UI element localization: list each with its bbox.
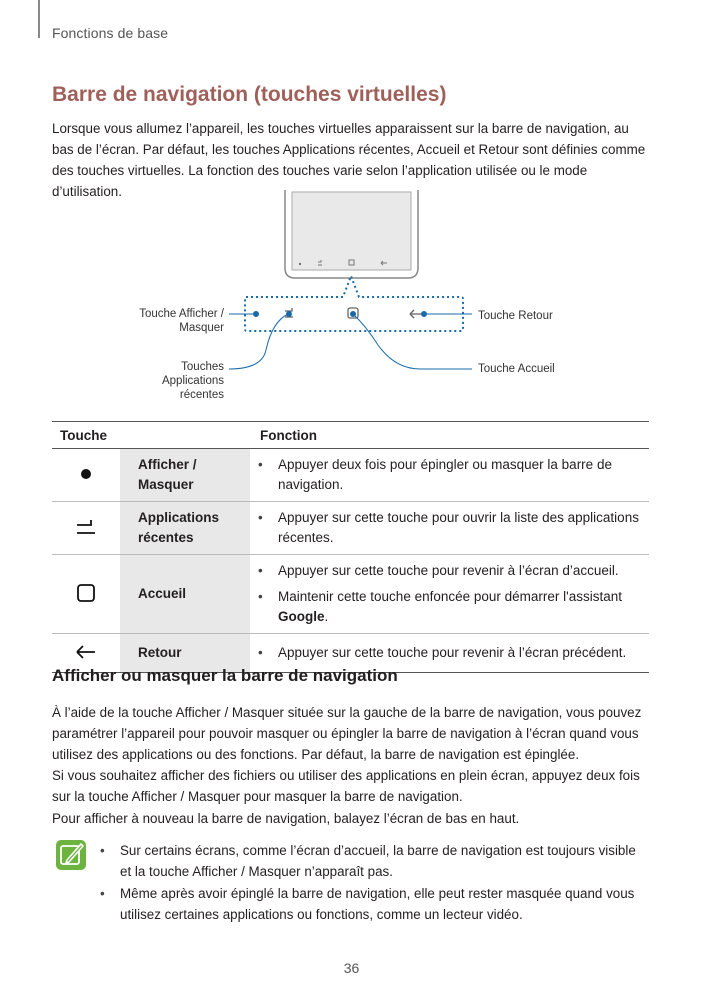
- key-function: • Appuyer deux fois pour épingler ou masquer la barre de navigation.: [250, 449, 649, 502]
- key-name: Afficher / Masquer: [120, 449, 250, 502]
- key-name: Accueil: [120, 555, 250, 634]
- page-number: 36: [343, 960, 360, 976]
- key-function: • Appuyer sur cette touche pour revenir à l’écran précédent.: [250, 634, 649, 673]
- keys-table: [52, 421, 649, 673]
- table-row: [52, 502, 649, 555]
- callout-home: Touche Accueil: [478, 363, 555, 375]
- column-header-key: Touche: [52, 422, 250, 449]
- table-row: [52, 555, 649, 634]
- paragraph: Pour afficher à nouveau la barre de navigation, balayez l’écran de bas en haut.: [52, 811, 520, 826]
- section-header: Fonctions de base: [52, 25, 169, 41]
- header-rule: [38, 0, 40, 38]
- callout-show-hide: Touche Afficher / Masquer: [139, 308, 224, 334]
- table-row: [52, 449, 649, 502]
- recent-apps-icon: [75, 517, 97, 537]
- home-key-cell: [52, 555, 120, 634]
- paragraph: À l’aide de la touche Afficher / Masquer située sur la gauche de la barre de navigation, vous pouvez paramétrer l’appareil pour pouvoir masquer ou épingler la barre de navigation à l’écran quand vous utilisez des applications ou des fonctions. Par défaut, la barre de navigation est épinglée.: [52, 705, 642, 762]
- key-name: Applications récentes: [120, 502, 250, 555]
- key-name: Retour: [120, 634, 250, 673]
- callout-back: Touche Retour: [478, 310, 553, 322]
- dot-icon: [78, 466, 94, 482]
- phone-illustration: [285, 190, 418, 278]
- callout-recent-apps: Touches Applications récentes: [161, 361, 224, 401]
- note-item: • Sur certains écrans, comme l’écran d’accueil, la barre de navigation est toujours visible et la touche Afficher / Masquer n’apparaît pas.: [100, 843, 636, 879]
- back-icon: [75, 642, 97, 662]
- note-pencil-icon: [55, 839, 87, 871]
- key-function: • Appuyer sur cette touche pour ouvrir la liste des applications récentes.: [250, 502, 649, 555]
- home-icon: [76, 583, 96, 603]
- intro-paragraph: Lorsque vous allumez l’appareil, les touches virtuelles apparaissent sur la barre de navigation, au bas de l’écran. Par défaut, les touches Applications récentes, Accueil et Retour sont définies comme des touches virtuelles. La fonction des touches varie selon l’application utilisée ou le mode d’utilisation.: [52, 121, 646, 199]
- note-item: • Même après avoir épinglé la barre de navigation, elle peut rester masquée quand vous utilisez certaines applications ou fonctions, comme un lecteur vidéo.: [100, 886, 635, 922]
- show-hide-key-cell: [52, 449, 120, 502]
- page-title: Barre de navigation (touches virtuelles): [52, 83, 447, 106]
- leader-lines: [229, 311, 472, 369]
- paragraph: Si vous souhaitez afficher des fichiers ou utiliser des applications en plein écran, appuyez deux fois sur la touche Afficher / Masquer pour masquer la barre de navigation.: [52, 768, 640, 804]
- section-subtitle: Afficher ou masquer la barre de navigation: [52, 666, 398, 685]
- table-header-row: [52, 422, 649, 449]
- key-function: • Appuyer sur cette touche pour revenir à l’écran d’accueil. • Maintenir cette touche enfoncée pour démarrer l'assistant Google.: [250, 555, 649, 634]
- recent-apps-key-cell: [52, 502, 120, 555]
- column-header-function: Fonction: [250, 422, 649, 449]
